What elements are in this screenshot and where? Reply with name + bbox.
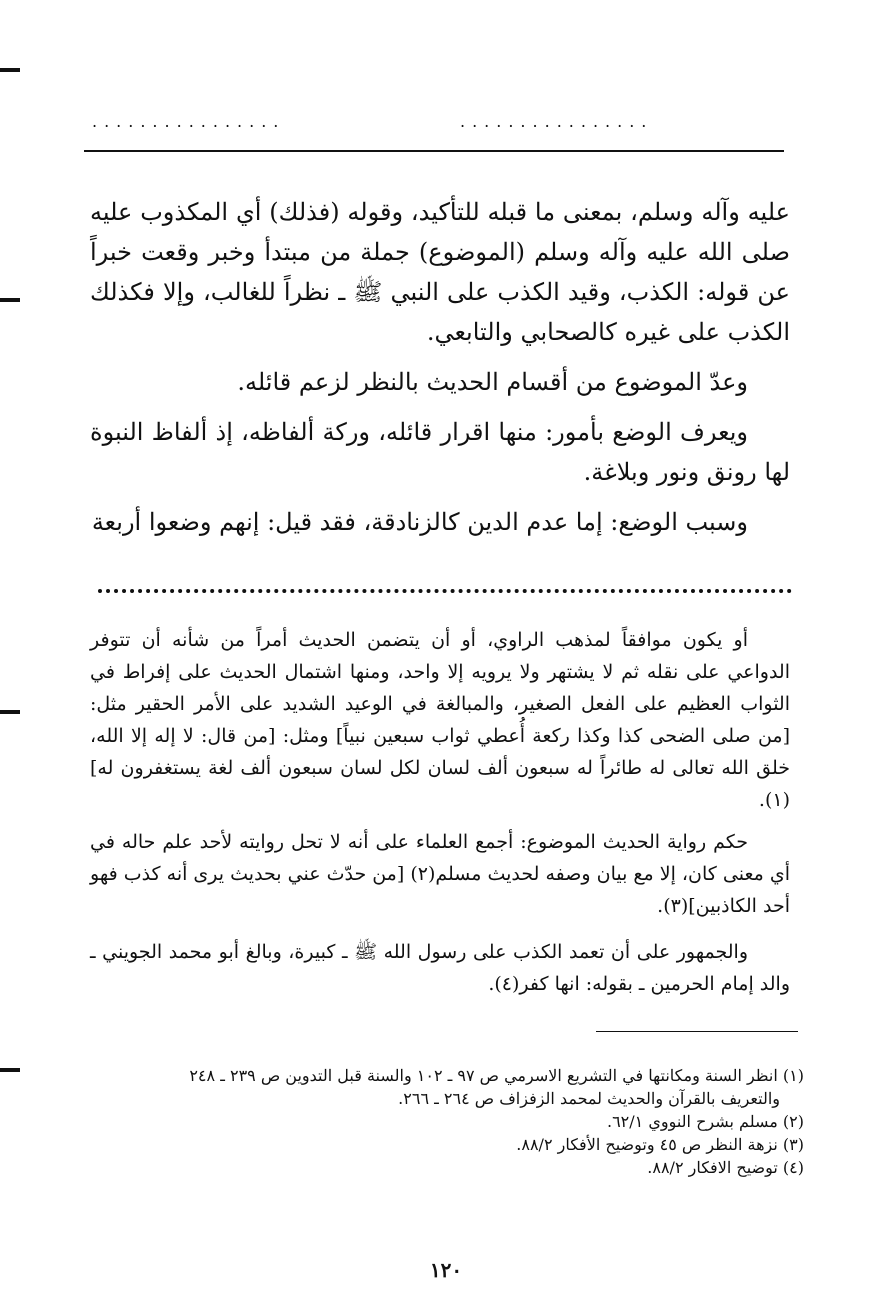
commentary-paragraph: حكم رواية الحديث الموضوع: أجمع العلماء على أنه لا تحل روايته لأحد علم حاله في أي معنى كان، إلا مع بيان وصفه لحديث مسلم(٢) [من حدّث عني بحديث يرى أنه كذب فهو أحد الكاذبين](٣). — [90, 831, 790, 917]
header-dots-right: ................ — [460, 112, 654, 131]
footnotes — [92, 1064, 804, 1179]
main-text — [90, 192, 790, 542]
footnote-2: (٢) مسلم بشرح النووي ٦٢/١. — [606, 1112, 804, 1131]
footnote-3: (٣) نزهة النظر ص ٤٥ وتوضيح الأفكار ٨٨/٢. — [516, 1135, 804, 1154]
main-paragraph: وعدّ الموضوع من أقسام الحديث بالنظر لزعم قائله. — [237, 368, 748, 396]
header-rule — [84, 150, 784, 152]
footnote-1-continued: والتعريف بالقرآن والحديث لمحمد الزفزاف ص ٢٦٤ ـ ٢٦٦. — [398, 1089, 780, 1108]
commentary-text — [90, 624, 790, 1000]
scan-edge-mark — [0, 298, 20, 302]
footnote-4: (٤) توضيح الافكار ٨٨/٢. — [647, 1158, 804, 1177]
main-paragraph: عليه وآله وسلم، بمعنى ما قبله للتأكيد، وقوله (فذلك) أي المكذوب عليه صلى الله عليه وآله وسلم (الموضوع) جملة من مبتدأ وخبر وقعت خبراً عن قوله: الكذب، وقيد الكذب على النبي ﷺ ـ نظراً للغالب، وإلا فكذلك الكذب على غيره كالصحابي والتابعي. — [90, 198, 791, 346]
main-paragraph: وسبب الوضع: إما عدم الدين كالزنادقة، فقد قيل: إنهم وضعوا أربعة — [91, 508, 748, 536]
scan-edge-mark — [0, 1068, 20, 1072]
section-separator — [98, 589, 792, 593]
scan-edge-mark — [0, 68, 20, 72]
commentary-paragraph: أو يكون موافقاً لمذهب الراوي، أو أن يتضمن الحديث أمراً من شأنه أن تتوفر الدواعي على نقله ثم لا يشتهر ولا يرويه إلا واحد، ومنها اشتمال الحديث على إفراط في الثواب العظيم على الفعل الصغير، والمبالغة في الوعيد الشديد على الأمر الحقير مثل: [من صلى الضحى كذا وكذا ركعة أُعطي ثواب سبعين نبياً] ومثل: [من قال: لا إله إلا الله، خلق الله تعالى له طائراً له سبعون ألف لسان لكل لسان سبعون ألف لغة يستغفرون له](١). — [90, 629, 790, 811]
header-dots-left: ................ — [92, 112, 286, 131]
commentary-paragraph: والجمهور على أن تعمد الكذب على رسول الله ﷺ ـ كبيرة، وبالغ أبو محمد الجويني ـ والد إمام الحرمين ـ بقوله: انها كفر(٤). — [90, 941, 790, 995]
page-number: ١٢٠ — [429, 1258, 463, 1282]
scan-edge-mark — [0, 710, 20, 714]
main-paragraph: ويعرف الوضع بأمور: منها اقرار قائله، وركة ألفاظه، إذ ألفاظ النبوة لها رونق ونور وبلاغة. — [90, 418, 790, 486]
footnote-rule — [596, 1031, 798, 1032]
footnote-1: (١) انظر السنة ومكانتها في التشريع الاسرمي ص ٩٧ ـ ١٠٢ والسنة قبل التدوين ص ٢٣٩ ـ ٢٤٨ — [189, 1066, 804, 1085]
